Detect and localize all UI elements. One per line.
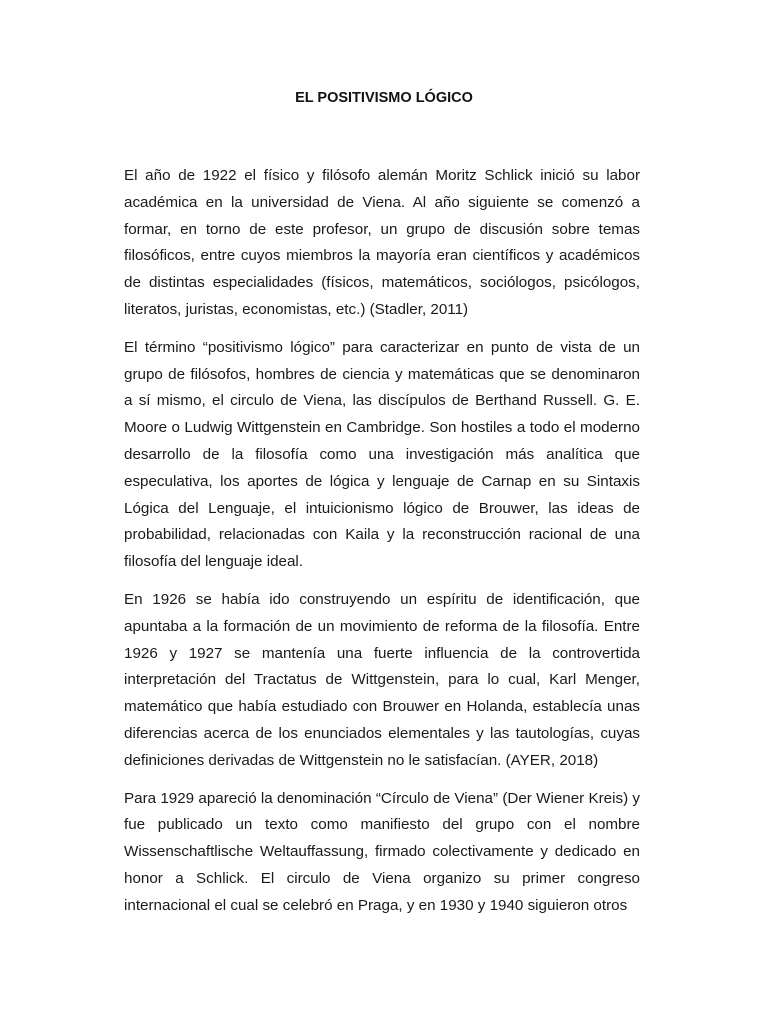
document-title: EL POSITIVISMO LÓGICO xyxy=(295,90,473,106)
document-body xyxy=(124,163,640,931)
paragraph-3: En 1926 se había ido construyendo un espíritu de identificación, que apuntaba a la formación de un movimiento de reforma de la filosofía. Entre 1926 y 1927 se mantenía una fuerte influencia de la controvertida interpretación del Tractatus de Wittgenstein, para lo cual, Karl Menger, matemático que había estudiado con Brouwer en Holanda, establecía unas diferencias acerca de los enunciados elementales y las tautologías, cuyas definiciones derivadas de Wittgenstein no le satisfacían. (AYER, 2018) xyxy=(124,590,640,769)
paragraph-2: El término “positivismo lógico” para caracterizar en punto de vista de un grupo de filósofos, hombres de ciencia y matemáticas que se denominaron a sí mismo, el circulo de Viena, las discípulos de Berthand Russell. G. E. Moore o Ludwig Wittgenstein en Cambridge. Son hostiles a todo el moderno desarrollo de la filosofía como una investigación más analítica que especulativa, los aportes de lógica y lenguaje de Carnap en su Sintaxis Lógica del Lenguaje, el intuicionismo lógico de Brouwer, las ideas de probabilidad, relacionadas con Kaila y la reconstrucción racional de una filosofía del lenguaje ideal. xyxy=(124,338,640,571)
paragraph-4: Para 1929 apareció la denominación “Círculo de Viena” (Der Wiener Kreis) y fue publicado un texto como manifiesto del grupo con el nombre Wissenschaftlische Weltauffassung, firmado colectivamente y dedicado en honor a Schlick. El circulo de Viena organizo su primer congreso internacional el cual se celebró en Praga, y en 1930 y 1940 siguieron otros xyxy=(124,789,640,914)
paragraph-1: El año de 1922 el físico y filósofo alemán Moritz Schlick inició su labor académica en la universidad de Viena. Al año siguiente se comenzó a formar, en torno de este profesor, un grupo de discusión sobre temas filosóficos, entre cuyos miembros la mayoría eran científicos y académicos de distintas especialidades (físicos, matemáticos, sociólogos, psicólogos, literatos, juristas, economistas, etc.) (Stadler, 2011) xyxy=(124,167,640,318)
